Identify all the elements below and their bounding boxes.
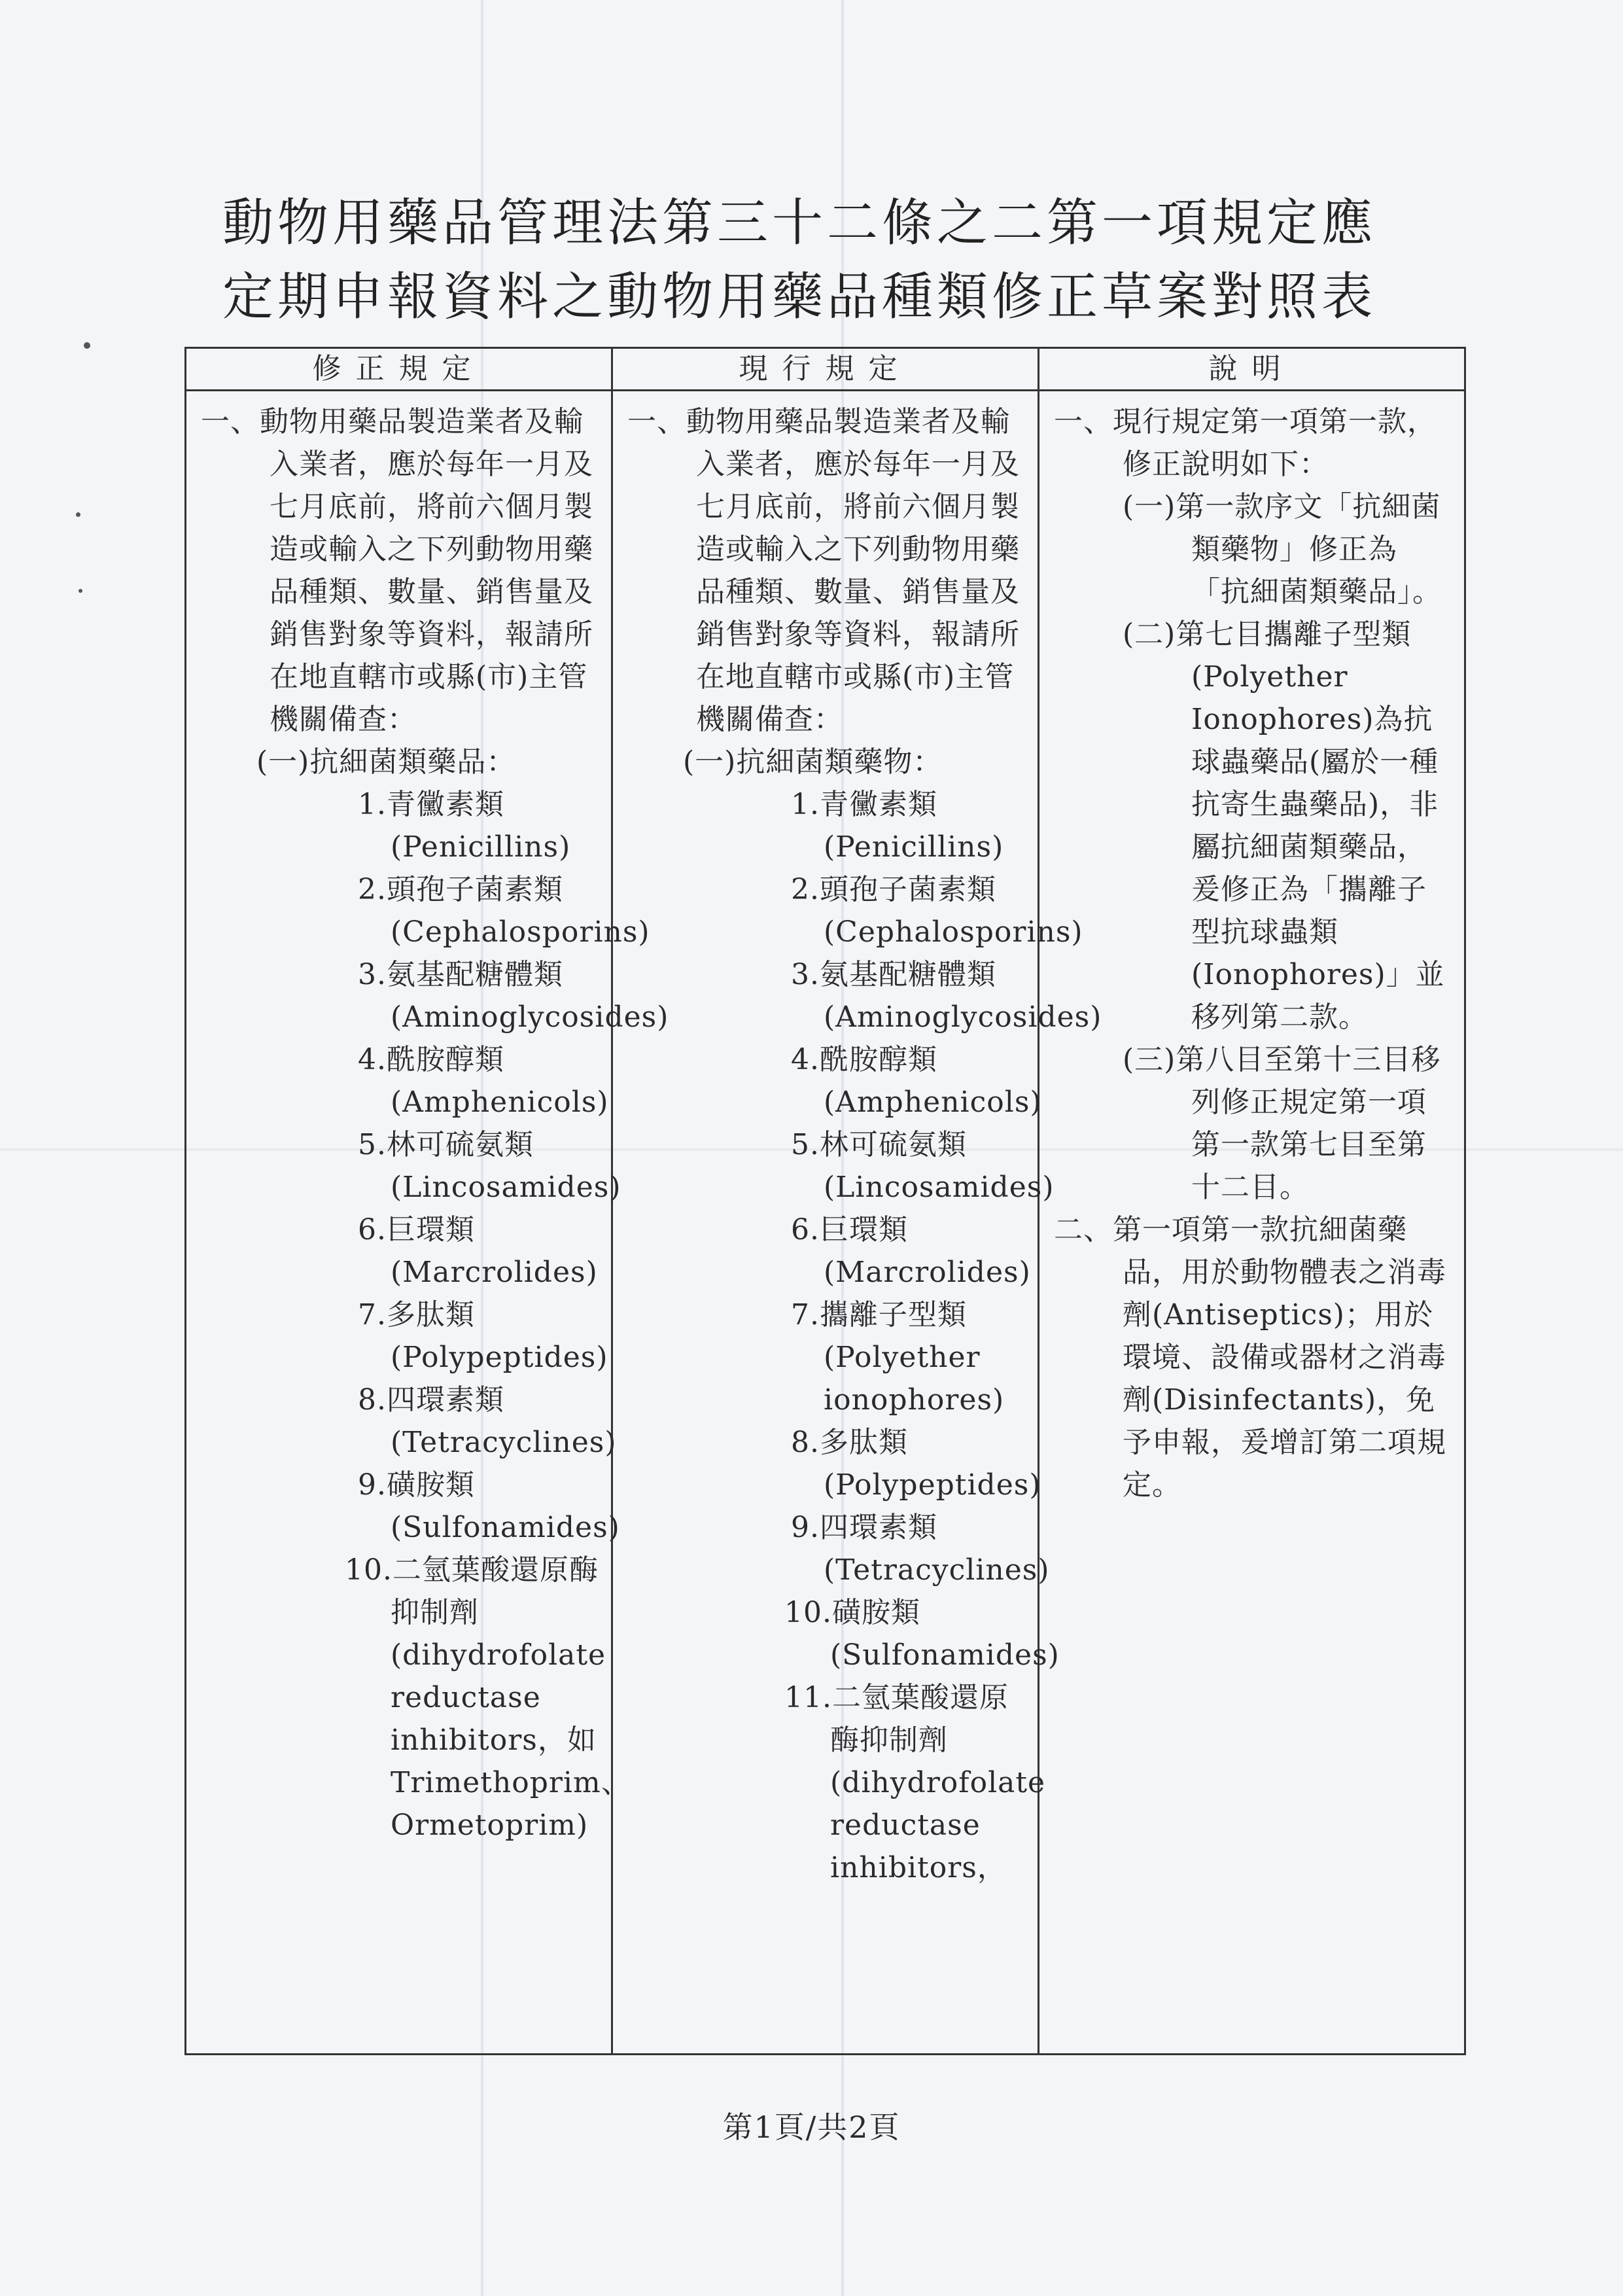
amended-clause: (一)抗細菌類藥品：	[256, 745, 516, 779]
explanation-item: (二)第七目攜離子型類(Polyether Ionophores)為抗球蟲藥品(屬於一種抗寄生蟲藥品)，非屬抗細菌類藥品，爰修正為「攜離子型抗球蟲類(Ionophores)」並移列第二款。	[1123, 618, 1445, 1034]
amended-clause: 9.磺胺類(Sulfonamides)	[358, 1468, 620, 1544]
amended-clause: 一、動物用藥品製造業者及輸入業者，應於每年一月及七月底前，將前六個月製造或輸入之下列動物用藥品種類、數量、銷售量及銷售對象等資料，報請所在地直轄市或縣(市)主管機關備查：	[201, 405, 593, 736]
title-line-1: 動物用藥品管理法第三十二條之二第一項規定應	[222, 194, 1377, 253]
current-clause: 一、動物用藥品製造業者及輸入業者，應於每年一月及七月底前，將前六個月製造或輸入之下列動物用藥品種類、數量、銷售量及銷售對象等資料，報請所在地直轄市或縣(市)主管機關備查：	[627, 405, 1020, 736]
amended-clause: 7.多肽類(Polypeptides)	[358, 1298, 608, 1374]
current-clause: 9.四環素類(Tetracyclines)	[791, 1511, 1050, 1587]
explanation-item: 二、第一項第一款抗細菌藥品，用於動物體表之消毒劑(Antiseptics)；用於環境、設備或器材之消毒劑(Disinfectants)，免予申報，爰增訂第二項規定。	[1054, 1213, 1446, 1502]
header-amended: 修正規定	[186, 348, 612, 391]
document-title	[222, 186, 1452, 334]
current-clause: 5.林可硫氨類(Lincosamides)	[791, 1128, 1055, 1204]
current-column	[612, 391, 1102, 2055]
explanation-item: 一、現行規定第一項第一款，修正說明如下：	[1054, 405, 1437, 481]
comparison-table	[184, 347, 1466, 2055]
current-clause: 7.攜離子型類(Polyether ionophores)	[791, 1298, 1005, 1417]
current-clause: 2.頭孢子菌素類(Cephalosporins)	[791, 873, 1083, 949]
header-explanation: 說明	[1039, 348, 1465, 391]
current-clause: 11.二氫葉酸還原酶抑制劑(dihydrofolate reductase inhibitors，	[784, 1681, 1046, 1884]
amended-clause: 8.四環素類(Tetracyclines)	[358, 1383, 617, 1459]
amended-clause: 1.青黴素類(Penicillins)	[358, 788, 571, 864]
page-number: 第1頁/共2頁	[722, 2110, 901, 2145]
amended-clause: 5.林可硫氨類(Lincosamides)	[358, 1128, 621, 1204]
current-clause: 4.酰胺醇類(Amphenicols)	[791, 1043, 1042, 1119]
amended-clause: 10.二氫葉酸還原酶抑制劑(dihydrofolate reductase inhibitors，如Trimethoprim、Ormetoprim)	[345, 1553, 631, 1842]
explanation-item: (三)第八目至第十三目移列修正規定第一項第一款第七目至第十二目。	[1123, 1043, 1441, 1204]
explanation-item: (一)第一款序文「抗細菌類藥物」修正為「抗細菌類藥品」。	[1123, 490, 1442, 609]
amended-clause: 3.氨基配糖體類(Aminoglycosides)	[358, 958, 669, 1034]
amended-clause: 2.頭孢子菌素類(Cephalosporins)	[358, 873, 650, 949]
current-clause: 6.巨環類(Marcrolides)	[791, 1213, 1031, 1289]
current-clause: 8.多肽類(Polypeptides)	[791, 1426, 1041, 1502]
current-clause: 3.氨基配糖體類(Aminoglycosides)	[791, 958, 1102, 1034]
explanation-column	[1039, 391, 1465, 2055]
current-clause: (一)抗細菌類藥物：	[683, 745, 943, 779]
amended-clause: 4.酰胺醇類(Amphenicols)	[358, 1043, 609, 1119]
amended-clause: 6.巨環類(Marcrolides)	[358, 1213, 598, 1289]
amended-column	[186, 391, 669, 2055]
current-clause: 1.青黴素類(Penicillins)	[791, 788, 1004, 864]
header-current: 現行規定	[612, 348, 1039, 391]
title-line-2: 定期申報資料之動物用藥品種類修正草案對照表	[222, 268, 1377, 327]
current-clause: 10.磺胺類(Sulfonamides)	[784, 1596, 1060, 1672]
